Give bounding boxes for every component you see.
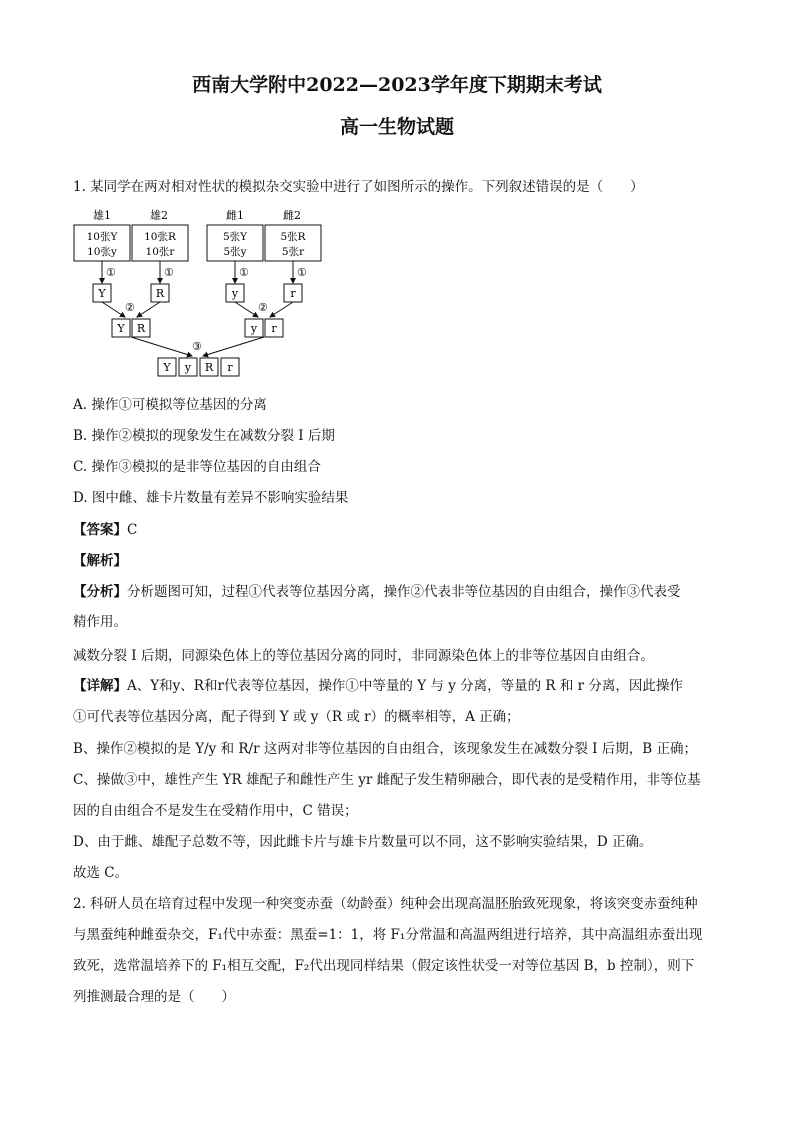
- label-male2: 雄2: [150, 209, 168, 222]
- analysis-head: 【分析】: [73, 584, 127, 600]
- op-mark-1: ①: [164, 266, 174, 279]
- q2-line: 2. 科研人员在培育过程中发现一种突变赤蚕（幼龄蚕）纯种会出现高温胚胎致死现象，将该突变赤蚕纯种: [73, 896, 698, 912]
- card: Y: [117, 322, 125, 335]
- op-mark-1: ①: [297, 266, 307, 279]
- op-mark-2: ②: [258, 301, 268, 314]
- option-d: D. 图中雌、雄卡片数量有差异不影响实验结果: [73, 490, 349, 506]
- option-c: C. 操作③模拟的是非等位基因的自由组合: [73, 459, 321, 475]
- exam-subtitle: 高一生物试题: [339, 116, 454, 138]
- detail-line: [73, 676, 723, 696]
- card: R: [204, 361, 214, 374]
- analysis-line: [73, 582, 723, 602]
- card: r: [271, 322, 277, 335]
- card-count: 10张r: [145, 246, 175, 258]
- answer-tag: 【答案】: [73, 522, 127, 538]
- card: y: [250, 322, 258, 335]
- q1-stem: 1. 某同学在两对相对性状的模拟杂交实验中进行了如图所示的操作。下列叙述错误的是（ ）: [73, 179, 644, 195]
- card: r: [290, 287, 296, 300]
- card: r: [227, 361, 233, 374]
- detail-head: 【详解】: [73, 678, 127, 694]
- card-count: 10张R: [144, 231, 176, 243]
- q2-line: 与黑蚕纯种雌蚕杂交，F₁代中赤蚕：黑蚕=1：1，将 F₁分常温和高温两组进行培养，其中高温组赤蚕出现: [73, 927, 703, 943]
- q1-diagram: [70, 203, 340, 383]
- q2-line: 致死，选常温培养下的 F₁相互交配，F₂代出现同样结果（假定该性状受一对等位基因 B，b 控制），则下: [73, 958, 695, 974]
- card-count: 5张R: [280, 231, 306, 243]
- answer-value: C: [127, 522, 138, 538]
- card: y: [231, 287, 239, 300]
- label-female1: 雌1: [226, 209, 244, 222]
- detail-line: C、操做③中，雄性产生 YR 雄配子和雌性产生 yr 雌配子发生精卵融合，即代表的是受精作用，非等位基: [73, 772, 701, 788]
- detail-line: B、操作②模拟的是 Y/y 和 R/r 这两对非等位基因的自由组合，该现象发生在减数分裂 I 后期，B 正确；: [73, 741, 697, 757]
- detail-line: ①可代表等位基因分离，配子得到 Y 或 y（R 或 r）的概率相等，A 正确；: [73, 709, 520, 725]
- op-mark-3: ③: [192, 340, 202, 353]
- card-count: 10张Y: [86, 231, 118, 243]
- answer-line: [73, 520, 723, 540]
- label-female2: 雌2: [283, 209, 301, 222]
- q2-line: 列推测最合理的是（ ）: [73, 989, 235, 1005]
- op-mark-2: ②: [125, 301, 135, 314]
- analysis-text: 分析题图可知，过程①代表等位基因分离，操作②代表非等位基因的自由组合，操作③代表受: [127, 584, 681, 600]
- detail-line: 因的自由组合不是发生在受精作用中，C 错误；: [73, 803, 358, 819]
- analysis-line: 减数分裂 I 后期，同源染色体上的等位基因分离的同时，非同源染色体上的非等位基因自由组合。: [73, 648, 654, 664]
- op-mark-1: ①: [106, 266, 116, 279]
- detail-line: D、由于雌、雄配子总数不等，因此雌卡片与雄卡片数量可以不同，这不影响实验结果，D 正确。: [73, 834, 653, 850]
- option-a: A. 操作①可模拟等位基因的分离: [73, 397, 267, 413]
- card: Y: [163, 361, 171, 374]
- analysis-line: 精作用。: [73, 614, 127, 630]
- exam-title: 西南大学附中2022—2023学年度下期期末考试: [192, 74, 602, 96]
- detail-text: A、Y和y、R和r代表等位基因，操作①中等量的 Y 与 y 分离，等量的 R 和 r 分离，因此操作: [127, 678, 683, 694]
- card: Y: [98, 287, 106, 300]
- card-count: 5张Y: [222, 231, 248, 243]
- option-b: B. 操作②模拟的现象发生在减数分裂 I 后期: [73, 428, 335, 444]
- card: R: [136, 322, 146, 335]
- card: y: [184, 361, 192, 374]
- label-male1: 雄1: [93, 209, 111, 222]
- detail-line: 故选 C。: [73, 865, 129, 881]
- op-mark-1: ①: [239, 266, 249, 279]
- card: R: [155, 287, 165, 300]
- analysis-tag: 【解析】: [73, 553, 127, 569]
- card-count: 5张y: [223, 246, 247, 258]
- card-count: 10张y: [87, 246, 117, 258]
- card-count: 5张r: [281, 246, 305, 258]
